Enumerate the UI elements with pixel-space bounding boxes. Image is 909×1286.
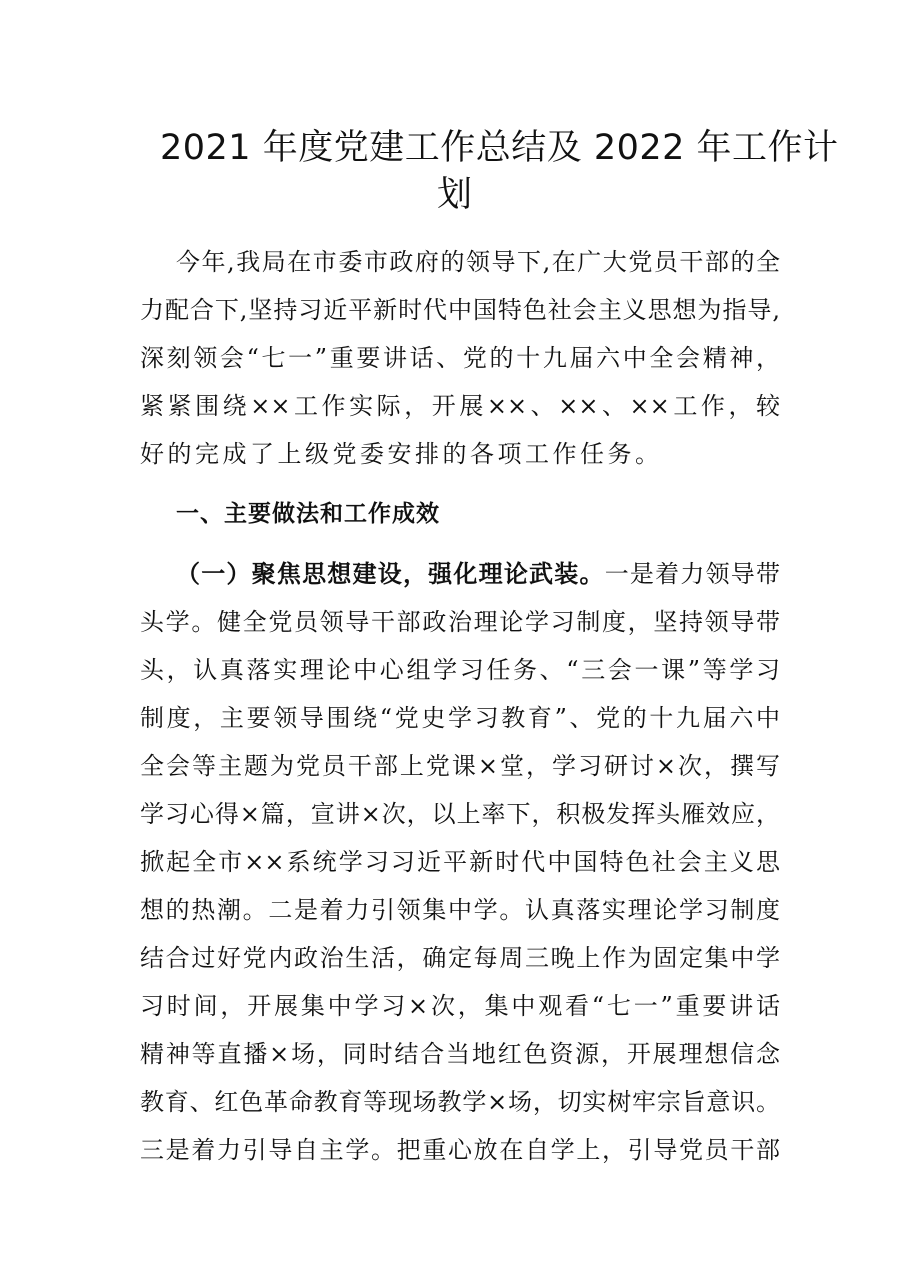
section-heading: 一、主要做法和工作成效 <box>176 501 440 527</box>
subsection-line-4: 制度，主要领导围绕“党史学习教育”、党的十九届六中 <box>140 704 780 732</box>
subsection-first-line <box>176 550 780 598</box>
subsection-line-8: 想的热潮。二是着力引领集中学。认真落实理论学习制度 <box>140 896 780 924</box>
subsection-line-3: 头，认真落实理论中心组学习任务、“三会一课”等学习 <box>140 656 780 684</box>
document-title-line-1: 2021 年度党建工作总结及 2022 年工作计 <box>160 128 839 168</box>
intro-line-3: 深刻领会“七一”重要讲话、党的十九届六中全会精神， <box>140 344 780 372</box>
intro-line-2: 力配合下,坚持习近平新时代中国特色社会主义思想为指导, <box>140 296 780 324</box>
subsection-line-6: 学习心得×篇，宣讲×次，以上率下，积极发挥头雁效应， <box>140 800 780 828</box>
intro-line-4: 紧紧围绕××工作实际，开展××、××、××工作，较 <box>140 392 780 420</box>
subsection-lead: （一）聚焦思想建设，强化理论武装。 <box>176 560 605 588</box>
intro-line-1: 今年,我局在市委市政府的领导下,在广大党员干部的全 <box>176 248 780 276</box>
subsection-line-7: 掀起全市××系统学习习近平新时代中国特色社会主义思 <box>140 848 780 876</box>
subsection-line-5: 全会等主题为党员干部上党课×堂，学习研讨×次，撰写 <box>140 752 780 780</box>
subsection-line-13: 三是着力引导自主学。把重心放在自学上，引导党员干部 <box>140 1136 780 1164</box>
intro-line-5: 好的完成了上级党委安排的各项工作任务。 <box>140 440 663 468</box>
subsection-line-11: 精神等直播×场，同时结合当地红色资源，开展理想信念 <box>140 1040 780 1068</box>
subsection-line-2: 头学。健全党员领导干部政治理论学习制度，坚持领导带 <box>140 608 780 636</box>
document-title-line-2: 划 <box>437 175 473 215</box>
subsection-line-9: 结合过好党内政治生活，确定每周三晚上作为固定集中学 <box>140 944 780 972</box>
subsection-line-12: 教育、红色革命教育等现场教学×场，切实树牢宗旨意识。 <box>140 1088 780 1116</box>
subsection-first-rest: 一是着力领导带 <box>604 560 781 588</box>
subsection-line-10: 习时间，开展集中学习×次，集中观看“七一”重要讲话 <box>140 992 780 1020</box>
